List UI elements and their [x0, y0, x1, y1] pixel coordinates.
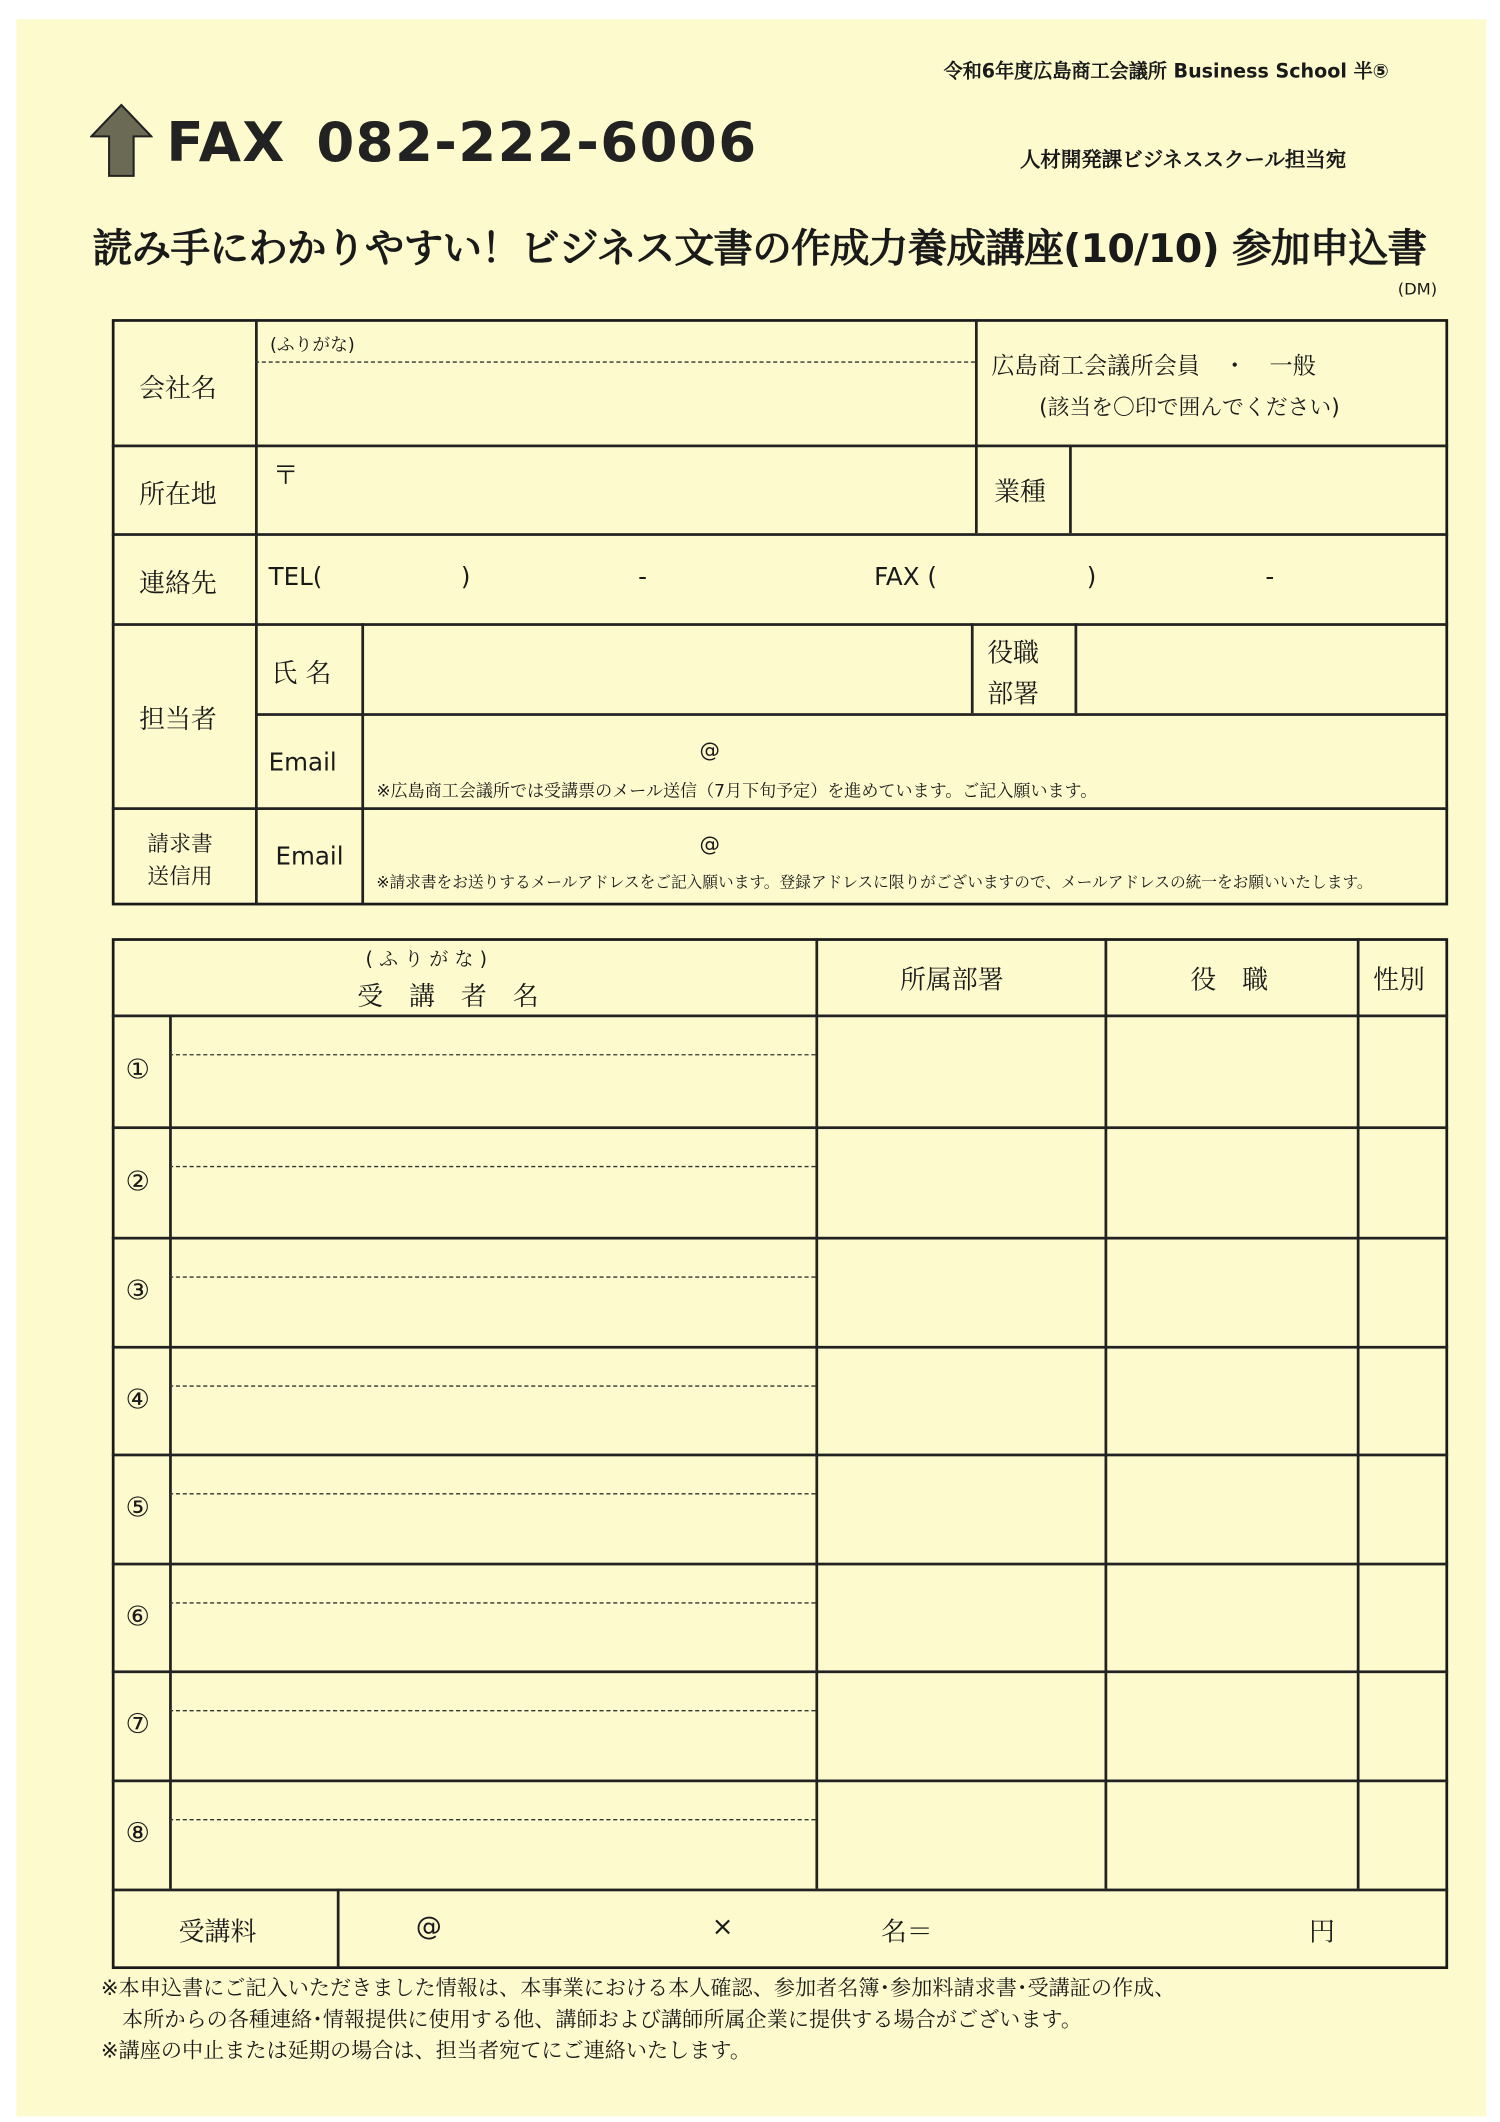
attendee-position-field[interactable] — [1110, 1350, 1351, 1450]
attendee-department-field[interactable] — [821, 1241, 1099, 1342]
attendee-department-field[interactable] — [821, 1350, 1099, 1450]
email-label: Email — [268, 748, 337, 778]
attendee-name-field[interactable] — [175, 1497, 810, 1557]
attendee-name-header: 受 講 者 名 — [357, 981, 539, 1012]
department-label: 部署 — [987, 679, 1040, 710]
divider — [112, 445, 1448, 448]
contact-label: 連絡先 — [139, 568, 217, 599]
industry-label: 業種 — [994, 477, 1046, 508]
attendee-department-field[interactable] — [821, 1567, 1099, 1667]
fee-persons-eq: 名＝ — [880, 1917, 933, 1948]
note-2: 本所からの各種連絡･情報提供に使用する他、講師および講師所属企業に提供する場合がございます。 — [100, 2007, 1083, 2032]
company-name-field[interactable] — [259, 365, 971, 441]
divider — [971, 623, 973, 713]
divider — [112, 623, 1448, 626]
divider — [975, 319, 977, 533]
attendee-department-field[interactable] — [821, 1130, 1099, 1232]
row-number: ⑥ — [125, 1598, 150, 1632]
fee-count-field[interactable] — [743, 1898, 873, 1958]
furigana-divider — [169, 1493, 815, 1494]
person-in-charge-label: 担当者 — [139, 704, 217, 735]
company-name-label: 会社名 — [139, 373, 217, 404]
address-field[interactable] — [259, 450, 971, 529]
fax-close: ) — [1086, 563, 1097, 592]
note-1: ※本申込書にご記入いただきました情報は、本事業における本人確認、参加者名簿･参加料請求書･受講証の作成、 — [100, 1975, 1176, 2001]
tel-field[interactable] — [341, 545, 859, 613]
fee-yen: 円 — [1309, 1917, 1335, 1948]
invoice-email-field[interactable] — [368, 815, 1438, 864]
position-label: 役職 — [987, 638, 1040, 669]
contact-position-field[interactable] — [1080, 630, 1443, 709]
membership-note: (該当を〇印で囲んでください) — [1039, 394, 1340, 420]
divider — [112, 807, 1448, 810]
divider — [337, 1889, 339, 1968]
attendee-department-field[interactable] — [821, 1675, 1099, 1776]
invoice-note: ※請求書をお送りするメールアドレスをご記入願います。登録アドレスに限りがございますので、メールアドレスの統一をお願いいたします。 — [376, 872, 1373, 892]
attendee-position-field[interactable] — [1110, 1784, 1351, 1885]
attendee-furigana-field[interactable] — [175, 1130, 810, 1163]
department-header: 所属部署 — [899, 965, 1004, 996]
fax-label: FAX — [166, 111, 286, 175]
attendee-furigana-field[interactable] — [175, 1458, 810, 1491]
tel-dash: - — [638, 563, 648, 592]
attendee-gender-field[interactable] — [1362, 1675, 1444, 1776]
attendee-position-field[interactable] — [1110, 1241, 1351, 1342]
attendee-gender-field[interactable] — [1362, 1350, 1444, 1450]
furigana-label: (ふりがな) — [269, 335, 355, 356]
row-number: ⑧ — [125, 1816, 150, 1850]
attendee-department-field[interactable] — [821, 1784, 1099, 1885]
attendee-name-field[interactable] — [175, 1606, 810, 1665]
attendee-furigana-field[interactable] — [175, 1019, 810, 1052]
attendee-department-field[interactable] — [821, 1019, 1099, 1123]
row-number: ③ — [125, 1273, 150, 1307]
invoice-email-label: Email — [275, 842, 344, 872]
recipient: 人材開発課ビジネススクール担当宛 — [1019, 147, 1347, 172]
attendee-furigana-field[interactable] — [175, 1675, 810, 1708]
contact-email-field[interactable] — [368, 723, 1438, 772]
attendee-position-field[interactable] — [1110, 1130, 1351, 1232]
invoice-label-2: 送信用 — [147, 863, 213, 890]
fee-label: 受講料 — [178, 1917, 257, 1948]
contact-name-field[interactable] — [368, 630, 965, 709]
tel-open: TEL( — [268, 563, 323, 592]
fee-total-field[interactable] — [955, 1898, 1303, 1958]
furigana-divider — [169, 1166, 815, 1167]
fax-open: FAX ( — [874, 563, 937, 592]
attendee-gender-field[interactable] — [1362, 1784, 1444, 1885]
email-note: ※広島商工会議所では受講票のメール送信（7月下旬予定）を進めています。ご記入願います。 — [376, 779, 1098, 801]
attendee-gender-field[interactable] — [1362, 1130, 1444, 1232]
attendee-gender-field[interactable] — [1362, 1241, 1444, 1342]
invoice-label-1: 請求書 — [147, 830, 213, 857]
furigana-divider — [169, 1819, 815, 1820]
note-3: ※講座の中止または延期の場合は、担当者宛てにご連絡いたします。 — [100, 2038, 752, 2064]
series-label: 令和6年度広島商工会議所 Business School 半⑤ — [943, 61, 1389, 84]
fee-times: × — [711, 1911, 734, 1942]
tel-close: ) — [460, 563, 471, 592]
membership-options[interactable]: 広島商工会議所会員 ・ 一般 — [991, 353, 1316, 381]
fee-unit-field[interactable] — [450, 1898, 695, 1958]
attendee-furigana-field[interactable] — [175, 1350, 810, 1383]
fax-field[interactable] — [961, 545, 1438, 613]
divider — [112, 1889, 1448, 1892]
company-furigana-field[interactable] — [259, 325, 971, 359]
divider — [1075, 623, 1077, 713]
attendee-name-field[interactable] — [175, 1390, 810, 1449]
attendee-position-field[interactable] — [1110, 1458, 1351, 1559]
furigana-divider — [169, 1710, 815, 1711]
divider — [255, 713, 1448, 715]
row-number: ② — [125, 1163, 150, 1197]
divider — [1069, 445, 1071, 534]
fax-dash: - — [1265, 563, 1275, 592]
row-number: ⑤ — [125, 1490, 150, 1524]
attendee-name-field[interactable] — [175, 1714, 810, 1774]
attendee-position-field[interactable] — [1110, 1675, 1351, 1776]
industry-field[interactable] — [1075, 450, 1443, 529]
fax-number: 082-222-6006 — [316, 111, 758, 175]
furigana-divider — [169, 1054, 815, 1055]
attendee-name-field[interactable] — [175, 1280, 810, 1340]
page-title: 読み手にわかりやすい！ビジネス文書の作成力養成講座(10/10) 参加申込書 — [92, 224, 1427, 272]
attendee-gender-field[interactable] — [1362, 1567, 1444, 1667]
postal-mark: 〒 — [272, 460, 299, 491]
fee-at: @ — [415, 1911, 442, 1942]
arrow-up-icon — [90, 104, 153, 178]
furigana-divider — [169, 1276, 815, 1277]
attendee-furigana-field[interactable] — [175, 1567, 810, 1600]
position-header: 役 職 — [1190, 965, 1269, 996]
furigana-divider — [169, 1385, 815, 1386]
attendee-furigana-header: ( ふ り が な ) — [365, 949, 488, 971]
furigana-divider — [255, 361, 975, 362]
invoice-email-at: @ — [699, 831, 720, 857]
address-label: 所在地 — [139, 479, 217, 510]
furigana-divider — [169, 1602, 815, 1603]
attendee-gender-field[interactable] — [1362, 1019, 1444, 1123]
gender-header: 性別 — [1373, 965, 1425, 996]
dm-label: (DM) — [1397, 279, 1438, 299]
divider — [255, 319, 257, 905]
row-number: ④ — [125, 1382, 150, 1415]
attendee-name-field[interactable] — [175, 1170, 810, 1231]
divider — [361, 623, 363, 905]
attendee-gender-field[interactable] — [1362, 1458, 1444, 1559]
name-label: 氏 名 — [271, 658, 332, 689]
divider — [112, 533, 1448, 536]
attendee-name-field[interactable] — [175, 1823, 810, 1883]
attendee-department-field[interactable] — [821, 1458, 1099, 1559]
attendee-furigana-field[interactable] — [175, 1241, 810, 1274]
attendee-position-field[interactable] — [1110, 1019, 1351, 1123]
attendee-furigana-field[interactable] — [175, 1784, 810, 1817]
row-number: ⑦ — [125, 1707, 150, 1740]
email-at: @ — [699, 737, 720, 763]
attendee-position-field[interactable] — [1110, 1567, 1351, 1667]
row-number: ① — [125, 1052, 150, 1086]
attendee-name-field[interactable] — [175, 1058, 810, 1121]
